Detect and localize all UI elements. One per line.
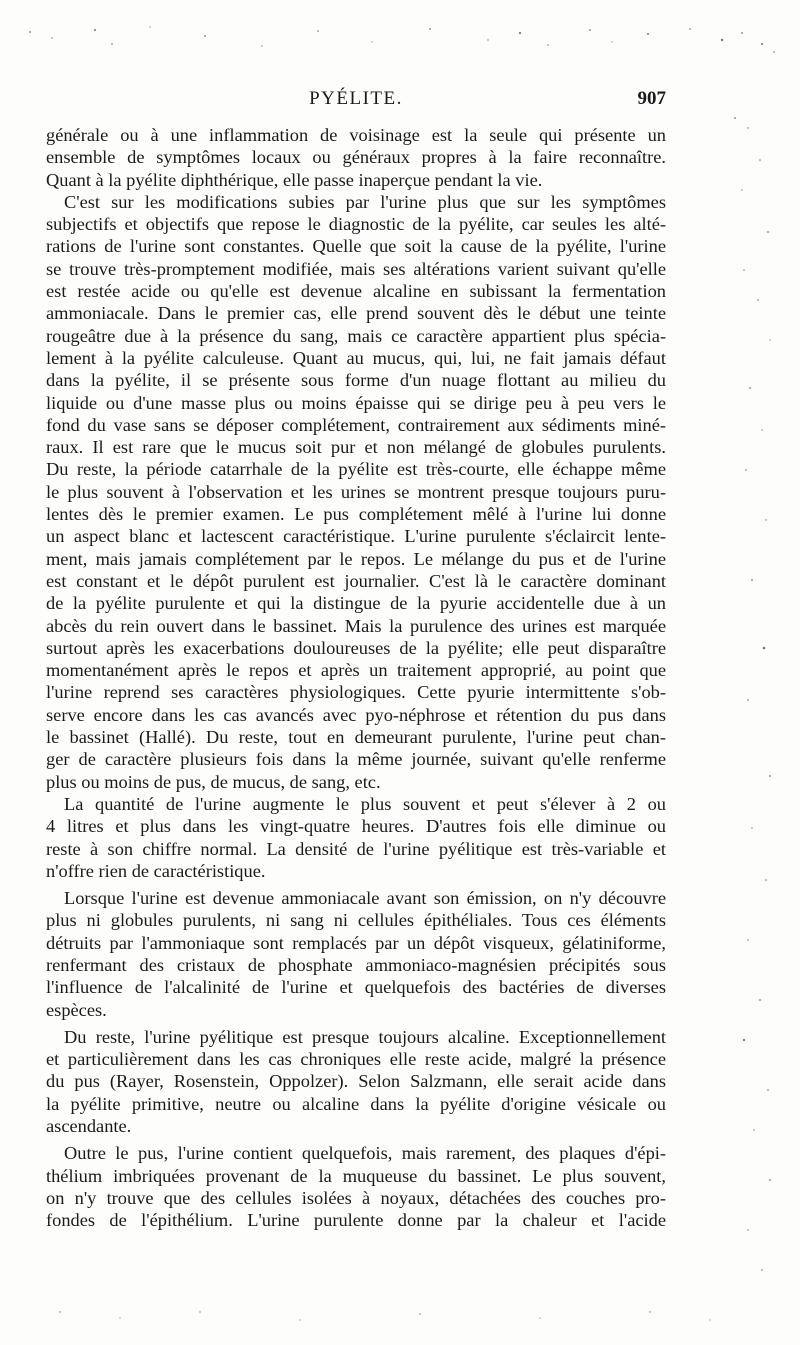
- text-line: 4 litres et plus dans les vingt-quatre heures. D'autres fois elle diminue ou: [46, 816, 666, 837]
- text-line: subjectifs et objectifs que repose le diagnostic de la pyélite, car seules les alté-: [46, 214, 666, 235]
- text-line: espèces.: [46, 999, 107, 1020]
- text-line: rougeâtre due à la présence du sang, mais ce caractère appartient plus spécia-: [46, 325, 666, 346]
- text-line: ensemble de symptômes locaux ou généraux propres à la faire reconnaître.: [46, 147, 666, 168]
- text-line: est constant et le dépôt purulent est journalier. C'est là le caractère dominant: [46, 570, 666, 591]
- text-line: plus ou moins de pus, de mucus, de sang, etc.: [46, 771, 381, 792]
- body-text: [46, 124, 666, 1232]
- text-line: du pus (Rayer, Rosenstein, Oppolzer). Selon Salzmann, elle serait acide dans: [46, 1071, 666, 1092]
- text-line: Du reste, l'urine pyélitique est presque toujours alcaline. Exceptionnellement: [64, 1026, 666, 1047]
- text-line: de la pyélite purulente et qui la distingue de la pyurie accidentelle due à un: [46, 593, 666, 614]
- text-line: reste à son chiffre normal. La densité de l'urine pyélitique est très-variable et: [46, 838, 666, 859]
- text-line: lentes dès le premier examen. Le pus complétement mêlé à l'urine lui donne: [46, 504, 666, 525]
- text-line: fond du vase sans se déposer complétement, contrairement aux sédiments miné-: [46, 414, 666, 435]
- text-line: ascendante.: [46, 1116, 132, 1137]
- text-line: l'influence de l'alcalinité de l'urine et quelquefois des bactéries de diverses: [46, 977, 666, 998]
- text-line: lement à la pyélite calculeuse. Quant au mucus, qui, lui, ne fait jamais défaut: [46, 347, 666, 368]
- text-line: l'urine reprend ses caractères physiologiques. Cette pyurie intermittente s'ob-: [46, 682, 666, 703]
- text-line: on n'y trouve que des cellules isolées à noyaux, détachées des couches pro-: [46, 1187, 666, 1208]
- text-line: surtout après les exacerbations douloureuses de la pyélite; elle peut disparaître: [46, 637, 666, 658]
- text-line: le plus souvent à l'observation et les urines se montrent presque toujours puru-: [46, 481, 666, 502]
- text-line: La quantité de l'urine augmente le plus souvent et peut s'élever à 2 ou: [64, 793, 666, 814]
- text-line: dans la pyélite, il se présente sous forme d'un nuage flottant au milieu du: [46, 370, 666, 391]
- page-number: 907: [637, 88, 666, 109]
- text-line: ment, mais jamais complétement par le repos. Le mélange du pus et de l'urine: [46, 548, 666, 569]
- running-title: PYÉLITE.: [309, 88, 403, 109]
- text-line: Outre le pus, l'urine contient quelquefois, mais rarement, des plaques d'épi-: [64, 1143, 666, 1164]
- text-line: thélium imbriquées provenant de la muqueuse du bassinet. Le plus souvent,: [46, 1165, 666, 1186]
- text-line: ger de caractère plusieurs fois dans la même journée, suivant qu'elle renferme: [46, 749, 666, 770]
- text-line: la pyélite primitive, neutre ou alcaline dans la pyélite d'origine vésicale ou: [46, 1093, 666, 1114]
- text-line: Lorsque l'urine est devenue ammoniacale avant son émission, on n'y découvre: [64, 888, 666, 909]
- text-line: rations de l'urine sont constantes. Quelle que soit la cause de la pyélite, l'urine: [46, 236, 666, 257]
- text-line: renfermant des cristaux de phosphate ammoniaco-magnésien précipités sous: [46, 954, 666, 975]
- text-line: C'est sur les modifications subies par l'urine plus que sur les symptômes: [64, 191, 666, 212]
- text-line: et particulièrement dans les cas chroniques elle reste acide, malgré la présence: [46, 1049, 666, 1070]
- text-line: un aspect blanc et lactescent caractéristique. L'urine purulente s'éclaircit lente-: [46, 526, 666, 547]
- text-line: serve encore dans les cas avancés avec pyo-néphrose et rétention du pus dans: [46, 704, 666, 725]
- text-line: est restée acide ou qu'elle est devenue alcaline en subissant la fermentation: [46, 281, 666, 302]
- running-header: [46, 88, 666, 118]
- text-line: le bassinet (Hallé). Du reste, tout en demeurant purulente, l'urine peut chan-: [46, 727, 666, 748]
- text-line: détruits par l'ammoniaque sont remplacés par un dépôt visqueux, gélatiniforme,: [46, 932, 666, 953]
- text-line: momentanément après le repos et après un traitement approprié, au point que: [46, 660, 666, 681]
- text-line: fondes de l'épithélium. L'urine purulente donne par la chaleur et l'acide: [46, 1210, 666, 1231]
- text-line: Du reste, la période catarrhale de la pyélite est très-courte, elle échappe même: [46, 459, 666, 480]
- text-line: générale ou à une inflammation de voisinage est la seule qui présente un: [46, 125, 666, 145]
- text-line: se trouve très-promptement modifiée, mais ses altérations varient suivant qu'elle: [46, 258, 666, 279]
- text-line: ammoniacale. Dans le premier cas, elle prend souvent dès le début une teinte: [46, 303, 666, 324]
- text-line: plus ni globules purulents, ni sang ni cellules épithéliales. Tous ces éléments: [46, 910, 666, 931]
- text-line: n'offre rien de caractéristique.: [46, 860, 266, 881]
- text-line: Quant à la pyélite diphthérique, elle passe inaperçue pendant la vie.: [46, 169, 543, 190]
- text-line: abcès du rein ouvert dans le bassinet. Mais la purulence des urines est marquée: [46, 615, 666, 636]
- text-line: raux. Il est rare que le mucus soit pur et non mélangé de globules purulents.: [46, 437, 666, 458]
- text-line: liquide ou d'une masse plus ou moins épaisse qui se dirige peu à peu vers le: [46, 392, 666, 413]
